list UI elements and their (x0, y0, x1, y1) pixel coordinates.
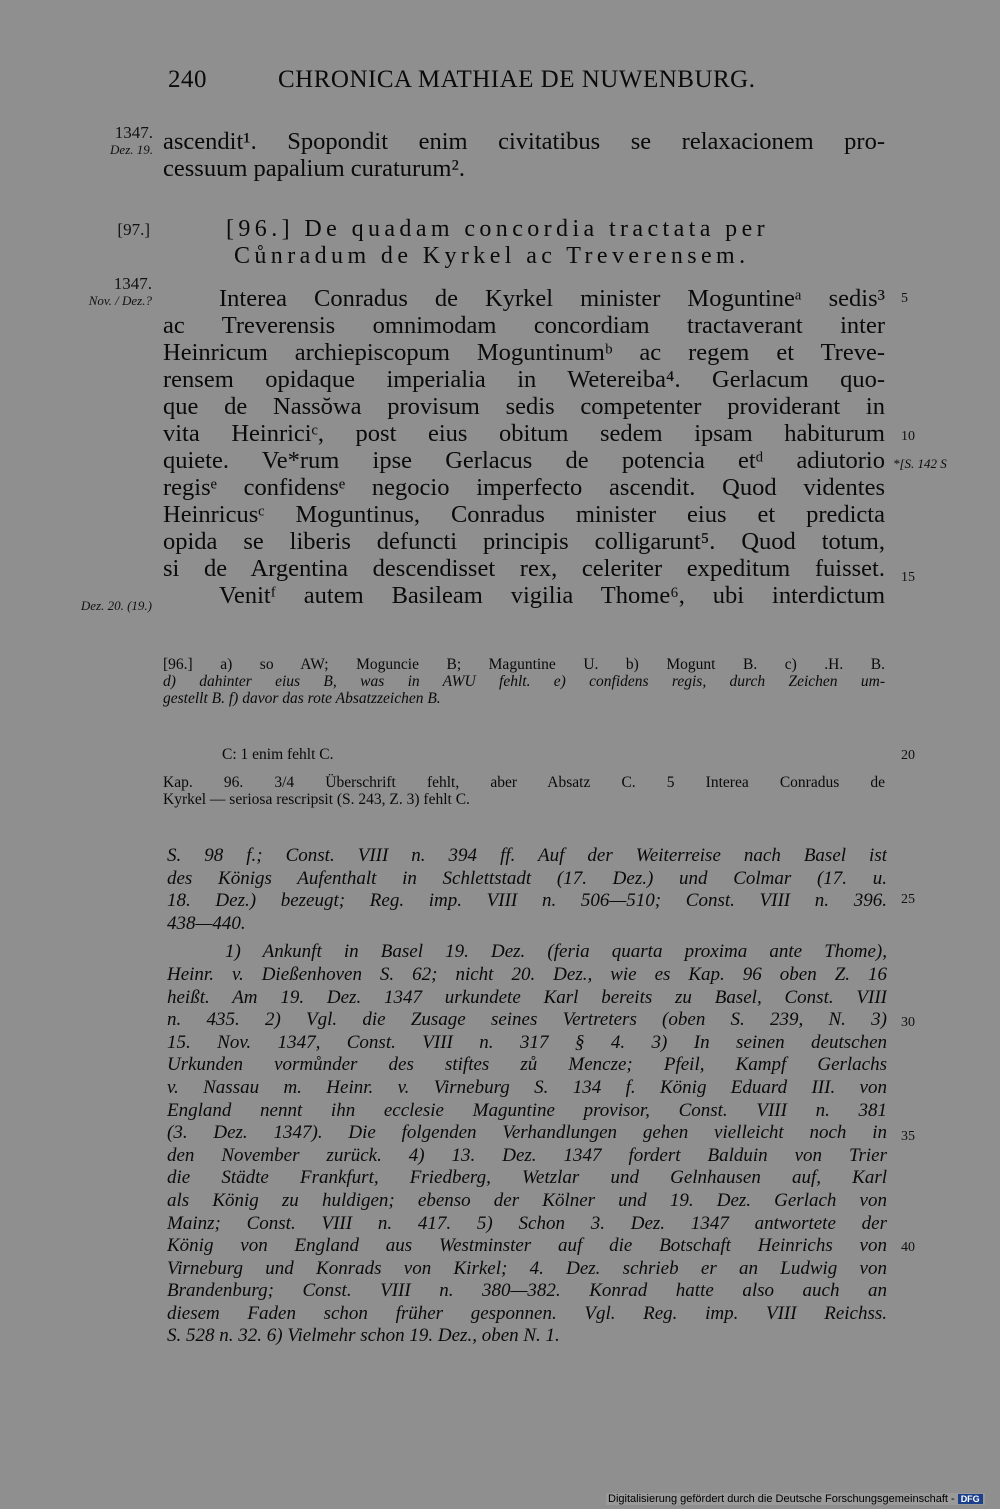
top-text: ascendit¹. Spopondit enim civitatibus se relaxacionem pro- cessuum papalium curaturum². (163, 128, 885, 182)
running-header (168, 66, 756, 94)
page-number: 240 (168, 66, 207, 93)
historical-notes: S. 98 f.; Const. VIII n. 394 ff. Auf der Weiterreise nach Basel ist des Königs Aufenthalt in Schlettstadt (17. Dez.) und Colmar (17. u. 18. Dez.) bezeugt; Reg. imp. VIII n. 506—510; Const. VIII n. 396. 438—440. 1) Ankunft in Basel 19. Dez. (feria quarta proxima ante Thome), Heinr. v. Dießenhoven S. 62; nicht 20. Dez., wie es Kap. 96 oben Z. 16 heißt. Am 19. Dez. 1347 urkundete Karl bereits zu Basel, Const. VIII n. 435. 2) Vgl. die Zusage seines Vertreters (oben S. 239, N. 3) 15. Nov. 1347, Const. VIII n. 317 § 4. 3) In seinen deutschen Urkunden vormůnder des stiftes zů Mencze; Pfeil, Kampf Gerlachs v. Nassau m. Heinr. v. Virneburg S. 134 f. König Eduard III. von England nennt ihn ecclesie Maguntine provisor, Const. VIII n. 381 (3. Dez. 1347). Die folgenden Verhandlungen gehen vielleicht noch in den November zurück. 4) 13. Dez. 1347 fordert Balduin von Trier die Städte Frankfurt, Friedberg, Wetzlar und Gelnhausen auf, Karl als König zu huldigen; ebenso der Kölner und 19. Dez. Gerlach von Mainz; Const. VIII n. 417. 5) Schon 3. Dez. 1347 antwortete der König von England aus Westminster auf die Botschaft Heinrichs von Virneburg und Konrads von Kirkel; 4. Dez. schrieb er an Ludwig von Brandenburg; Const. VIII n. 380—382. Konrad hatte also auch an diesem Faden schon früher gesponnen. Vgl. Reg. imp. VIII Reichss. S. 528 n. 32. 6) Vielmehr schon 19. Dez., oben N. 1. (167, 845, 887, 1347)
line-number: 10 (901, 429, 915, 444)
apparatus-c: C: 1 enim fehlt C. (222, 746, 334, 763)
line-number: 40 (901, 1240, 915, 1255)
main-body: Interea Conradus de Kyrkel minister Moguntineᵃ sedis³ ac Treverensis omnimodam concordiam tractaverant inter Heinricum archiepiscopum Moguntinumᵇ ac regem et Treve- rensem opidaque imperialia in Wetereiba⁴. Gerlacum quo- que de Nassŏwa provisum sedis competenter providerant in vita Heinriciᶜ, post eius obitum sedem ipsam habiturum quiete. Ve*rum ipse Gerlacus de potencia etᵈ adiutorio regisᵉ confidensᵉ negocio imperfecto ascendit. Quod videntes Heinricusᶜ Moguntinus, Conradus minister eius et predicta opida se liberis defuncti principis colligarunt⁵. Quod totum, si de Argentina descendisset rex, celeriter expeditum fuisset. Venitᶠ autem Basileam vigilia Thome⁶, ubi interdictum (163, 285, 885, 609)
chapter-heading: [96.] De quadam concordia tractata per Cůnradum de Kyrkel ac Treverensem. (226, 216, 770, 269)
line-number: 20 (901, 748, 915, 763)
margin-chapter-ref: [97.] (117, 220, 150, 239)
margin-date-1: 1347. Dez. 19. (110, 123, 153, 157)
funding-footer: Digitalisierung gefördert durch die Deutsche Forschungsgemeinschaft - DFG (606, 1493, 985, 1505)
dfg-logo-icon: DFG (958, 1494, 983, 1504)
running-title: CHRONICA MATHIAE DE NUWENBURG. (278, 66, 756, 93)
margin-date-2: 1347. Nov. / Dez.? (88, 274, 152, 308)
line-number: 30 (901, 1015, 915, 1030)
line-number: 5 (901, 291, 908, 306)
side-page-ref: *[S. 142 S (893, 456, 947, 471)
line-number: 15 (901, 570, 915, 585)
line-number: 35 (901, 1129, 915, 1144)
apparatus-b: Kap. 96. 3/4 Überschrift fehlt, aber Absatz C. 5 Interea Conradus de Kyrkel — seriosa rescripsit (S. 243, Z. 3) fehlt C. (163, 774, 885, 808)
margin-date-3: Dez. 20. (19.) (80, 598, 152, 613)
apparatus-a: [96.] a) so AW; Moguncie B; Maguntine U. b) Mogunt B. c) .H. B. d) dahinter eius B, was in AWU fehlt. e) confidens regis, durch Zeichen um- gestellt B. f) davor das rote Absatzzeichen B. (163, 656, 885, 707)
line-number: 25 (901, 892, 915, 907)
